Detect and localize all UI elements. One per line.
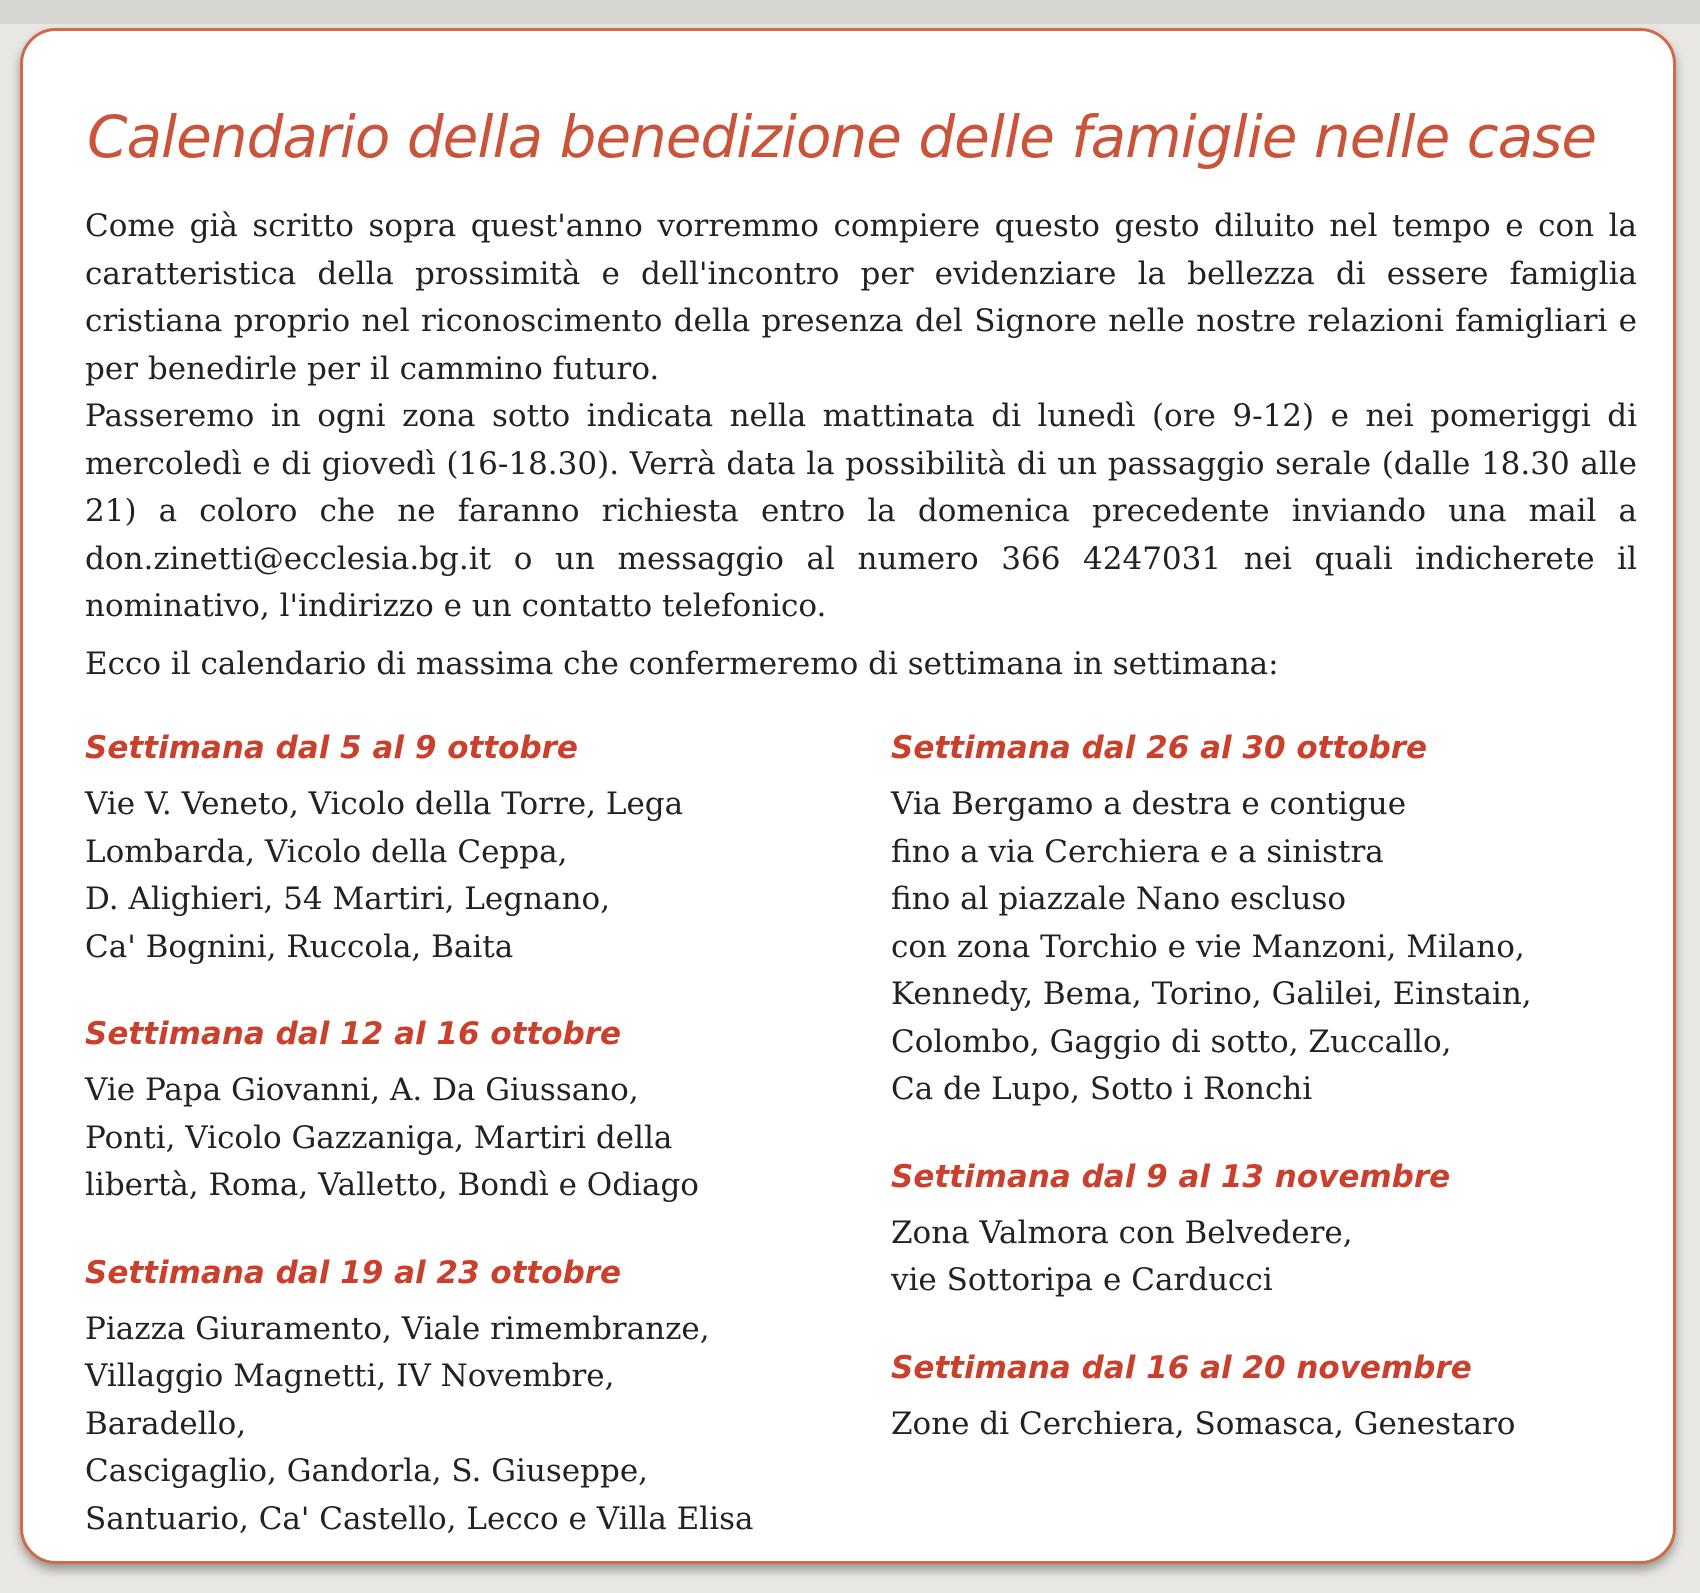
week-title: Settimana dal 19 al 23 ottobre: [85, 1254, 622, 1291]
intro-paragraph-1: Come già scritto sopra quest'anno vorremmo compiere questo gesto diluito nel tempo e con la caratteristica della prossimità e dell'incontro per evidenziare la bellezza di essere famiglia cristiana proprio nel riconoscimento della presenza del Signore nelle nostre relazioni famigliari e per benedirle per il cammino futuro.: [85, 208, 1637, 387]
page-title: Calendario della benedizione delle famiglie nelle case: [87, 103, 1597, 171]
week-streets: Zona Valmora con Belvedere, vie Sottoripa e Carducci: [891, 1214, 1353, 1298]
week-block: [891, 1341, 1671, 1449]
week-block: [891, 721, 1671, 1114]
week-block: [85, 721, 785, 971]
page-top-strip: [0, 0, 1700, 24]
week-block: [891, 1150, 1671, 1305]
week-block: [85, 1007, 785, 1210]
intro-paragraph-2: Passeremo in ogni zona sotto indicata nella mattinata di lunedì (ore 9-12) e nei pomeriggi di mercoledì e di giovedì (16-18.30). Verrà data la possibilità di un passaggio serale (dalle 18.30 alle 21) a coloro che ne faranno richiesta entro la domenica precedente inviando una mail a don.zinetti@ecclesia.bg.it o un messaggio al numero 366 4247031 nei quali indicherete il nominativo, l'indirizzo e un contatto telefonico.: [85, 398, 1637, 624]
week-title: Settimana dal 26 al 30 ottobre: [891, 730, 1428, 766]
week-title: Settimana dal 5 al 9 ottobre: [85, 730, 578, 766]
week-streets: Zone di Cerchiera, Somasca, Genestaro: [891, 1405, 1516, 1442]
week-title: Settimana dal 12 al 16 ottobre: [85, 1016, 622, 1052]
schedule-column-left: [85, 721, 785, 1579]
week-streets: Vie Papa Giovanni, A. Da Giussano, Ponti, Vicolo Gazzaniga, Martiri della libertà, Roma, Valletto, Bondì e Odiago: [85, 1072, 699, 1203]
intro-paragraph-3: Ecco il calendario di massima che confermeremo di settimana in settimana:: [85, 645, 1279, 682]
intro-text: [85, 203, 1637, 688]
week-title: Settimana dal 9 al 13 novembre: [891, 1158, 1451, 1195]
calendar-card: [20, 28, 1676, 1564]
week-block: [85, 1246, 785, 1544]
week-streets: Vie V. Veneto, Vicolo della Torre, Lega Lombarda, Vicolo della Ceppa, D. Alighieri, 54 Martiri, Legnano, Ca' Bognini, Ruccola, Baita: [85, 786, 684, 965]
schedule-column-right: [891, 721, 1671, 1484]
week-streets: Via Bergamo a destra e contigue fino a via Cerchiera e a sinistra fino al piazzale Nano escluso con zona Torchio e vie Manzoni, Milano, Kennedy, Bema, Torino, Galilei, Einstain, Colombo, Gaggio di sotto, Zuccallo, Ca de Lupo, Sotto i Ronchi: [891, 786, 1532, 1107]
week-title: Settimana dal 16 al 20 novembre: [891, 1349, 1472, 1386]
week-streets: Piazza Giuramento, Viale rimembranze, Villaggio Magnetti, IV Novembre, Baradello, Cascigaglio, Gandorla, S. Giuseppe, Santuario, Ca' Castello, Lecco e Villa Elisa: [85, 1310, 754, 1537]
